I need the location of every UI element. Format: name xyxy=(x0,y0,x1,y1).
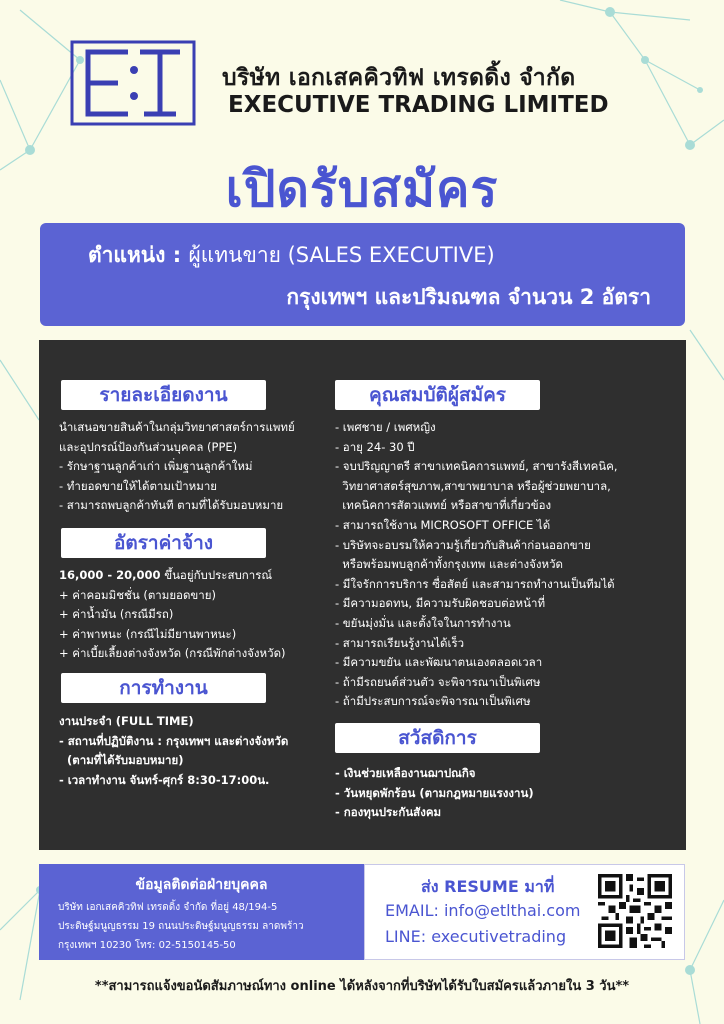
list-item: - อายุ 24- 30 ปี xyxy=(335,439,415,454)
contact-address xyxy=(58,898,304,955)
list-item: - มีความขยัน และพัฒนาตนเองตลอดเวลา xyxy=(335,655,543,670)
list-item: - สถานที่ปฏิบัติงาน : กรุงเทพฯ และต่างจังหวัด xyxy=(59,733,289,748)
list-item: - ทำยอดขายให้ได้ตามเป้าหมาย xyxy=(59,478,218,493)
list-item: - บริษัทจะอบรมให้ความรู้เกี่ยวกับสินค้าก่อนออกขาย xyxy=(335,537,591,552)
list-item: หรือพร้อมพบลูกค้าทั้งกรุงเทพ และต่างจังหวัด xyxy=(335,557,563,572)
details-panel xyxy=(39,340,686,850)
qualifications-list xyxy=(335,418,617,712)
list-item: - เวลาทำงาน จันทร์-ศุกร์ 8:30-17:00น. xyxy=(59,772,270,787)
working-list xyxy=(59,712,288,790)
list-item: - กองทุนประกันสังคม xyxy=(335,805,442,820)
list-item: - ถ้ามีประสบการณ์จะพิจารณาเป็นพิเศษ xyxy=(335,694,531,709)
position-title xyxy=(88,239,495,272)
qr-code[interactable] xyxy=(598,874,672,948)
contact-line: บริษัท เอกเสคคิวทิฟ เทรดดิ้ง จำกัด ที่อยู่ 48/194-5 xyxy=(58,902,278,913)
list-item: + ค่าเบี้ยเลี้ยงต่างจังหวัด (กรณีพักต่างจังหวัด) xyxy=(59,646,286,661)
company-logo xyxy=(70,40,196,126)
list-item: - สามารถพบลูกค้าทันที ตามที่ได้รับมอบหมาย xyxy=(59,498,284,513)
resume-title: ส่ง RESUME มาที่ xyxy=(421,877,555,896)
list-item: - มีความอดทน, มีความรับผิดชอบต่อหน้าที่ xyxy=(335,596,546,611)
list-item: นำเสนอขายสินค้าในกลุ่มวิทยาศาสตร์การแพทย์ xyxy=(59,420,295,434)
resume-line-id[interactable]: LINE: executivetrading xyxy=(385,927,567,946)
list-item: - เพศชาย / เพศหญิง xyxy=(335,420,436,434)
list-item: - จบปริญญาตรี สาขาเทคนิคการแพทย์, สาขารังสีเทคนิค, xyxy=(335,459,618,474)
list-item xyxy=(59,566,286,586)
list-item: + ค่าพาหนะ (กรณีไม่มียานพาหนะ) xyxy=(59,626,237,641)
list-item: - รักษาฐานลูกค้าเก่า เพิ่มฐานลูกค้าใหม่ xyxy=(59,459,253,474)
interview-note: **สามารถแจ้งขอนัดสัมภาษณ์ทาง online ได้หลังจากที่บริษัทได้รับใบสมัครแล้วภายใน 3 วัน** xyxy=(94,979,630,994)
welfare-list xyxy=(335,764,534,823)
contact-box xyxy=(39,864,364,960)
list-item: - วันหยุดพักร้อน (ตามกฎหมายแรงงาน) xyxy=(335,785,534,800)
job-details-list xyxy=(59,418,295,516)
list-item: + ค่าคอมมิชชั่น (ตามยอดขาย) xyxy=(59,587,216,602)
list-item: วิทยาศาสตร์สุขภาพ,สาขาพยาบาล หรือผู้ช่วยพยาบาล, xyxy=(335,478,611,493)
list-item: + ค่าน้ำมัน (กรณีมีรถ) xyxy=(59,607,174,622)
list-item: - ขยันมุ่งมั่น และตั้งใจในการทำงาน xyxy=(335,615,511,630)
job-details-heading: รายละเอียดงาน xyxy=(61,380,266,410)
contact-line: ประดิษฐ์มนูญธรรม 19 ถนนประดิษฐ์มนูญธรรม ลาดพร้าว xyxy=(58,921,304,932)
salary-range: 16,000 - 20,000 xyxy=(59,568,161,582)
list-item: - สามารถใช้งาน MICROSOFT OFFICE ได้ xyxy=(335,517,551,532)
position-location-count: กรุงเทพฯ และปริมณฑล จำนวน 2 อัตรา xyxy=(286,285,651,309)
contact-title: ข้อมูลติดต่อฝ่ายบุคคล xyxy=(135,877,268,893)
list-item: เทคนิคการสัตวแพทย์ หรือสาขาที่เกี่ยวข้อง xyxy=(335,498,552,513)
position-value: ผู้แทนขาย (SALES EXECUTIVE) xyxy=(188,243,495,267)
header xyxy=(70,40,670,130)
hiring-headline: เปิดรับสมัคร xyxy=(225,160,499,218)
list-item: และอุปกรณ์ป้องกันส่วนบุคคล (PPE) xyxy=(59,439,238,454)
list-item: - มีใจรักการบริการ ซื่อสัตย์ และสามารถทำงานเป็นทีมได้ xyxy=(335,576,615,591)
list-item: - ถ้ามีรถยนต์ส่วนตัว จะพิจารณาเป็นพิเศษ xyxy=(335,674,541,689)
welfare-heading: สวัสดิการ xyxy=(335,723,540,753)
salary-list xyxy=(59,566,286,664)
salary-heading: อัตราค่าจ้าง xyxy=(61,528,266,558)
list-item: - เงินช่วยเหลืองานฌาปณกิจ xyxy=(335,766,476,780)
position-banner xyxy=(40,223,685,326)
list-item: - สามารถเรียนรู้งานได้เร็ว xyxy=(335,635,465,650)
company-name-english: EXECUTIVE TRADING LIMITED xyxy=(228,92,609,118)
list-item: (ตามที่ได้รับมอบหมาย) xyxy=(59,753,184,768)
list-item: งานประจำ (FULL TIME) xyxy=(59,714,194,728)
company-name-thai: บริษัท เอกเสคคิวทิฟ เทรดดิ้ง จำกัด xyxy=(222,65,576,91)
contact-line: กรุงเทพฯ 10230 โทร: 02-5150145-50 xyxy=(58,940,236,951)
working-heading: การทำงาน xyxy=(61,673,266,703)
position-label: ตำแหน่ง : xyxy=(88,243,182,267)
resume-email[interactable]: EMAIL: info@etlthai.com xyxy=(385,901,581,920)
salary-note: ขึ้นอยู่กับประสบการณ์ xyxy=(160,568,273,582)
qualifications-heading: คุณสมบัติผู้สมัคร xyxy=(335,380,540,410)
